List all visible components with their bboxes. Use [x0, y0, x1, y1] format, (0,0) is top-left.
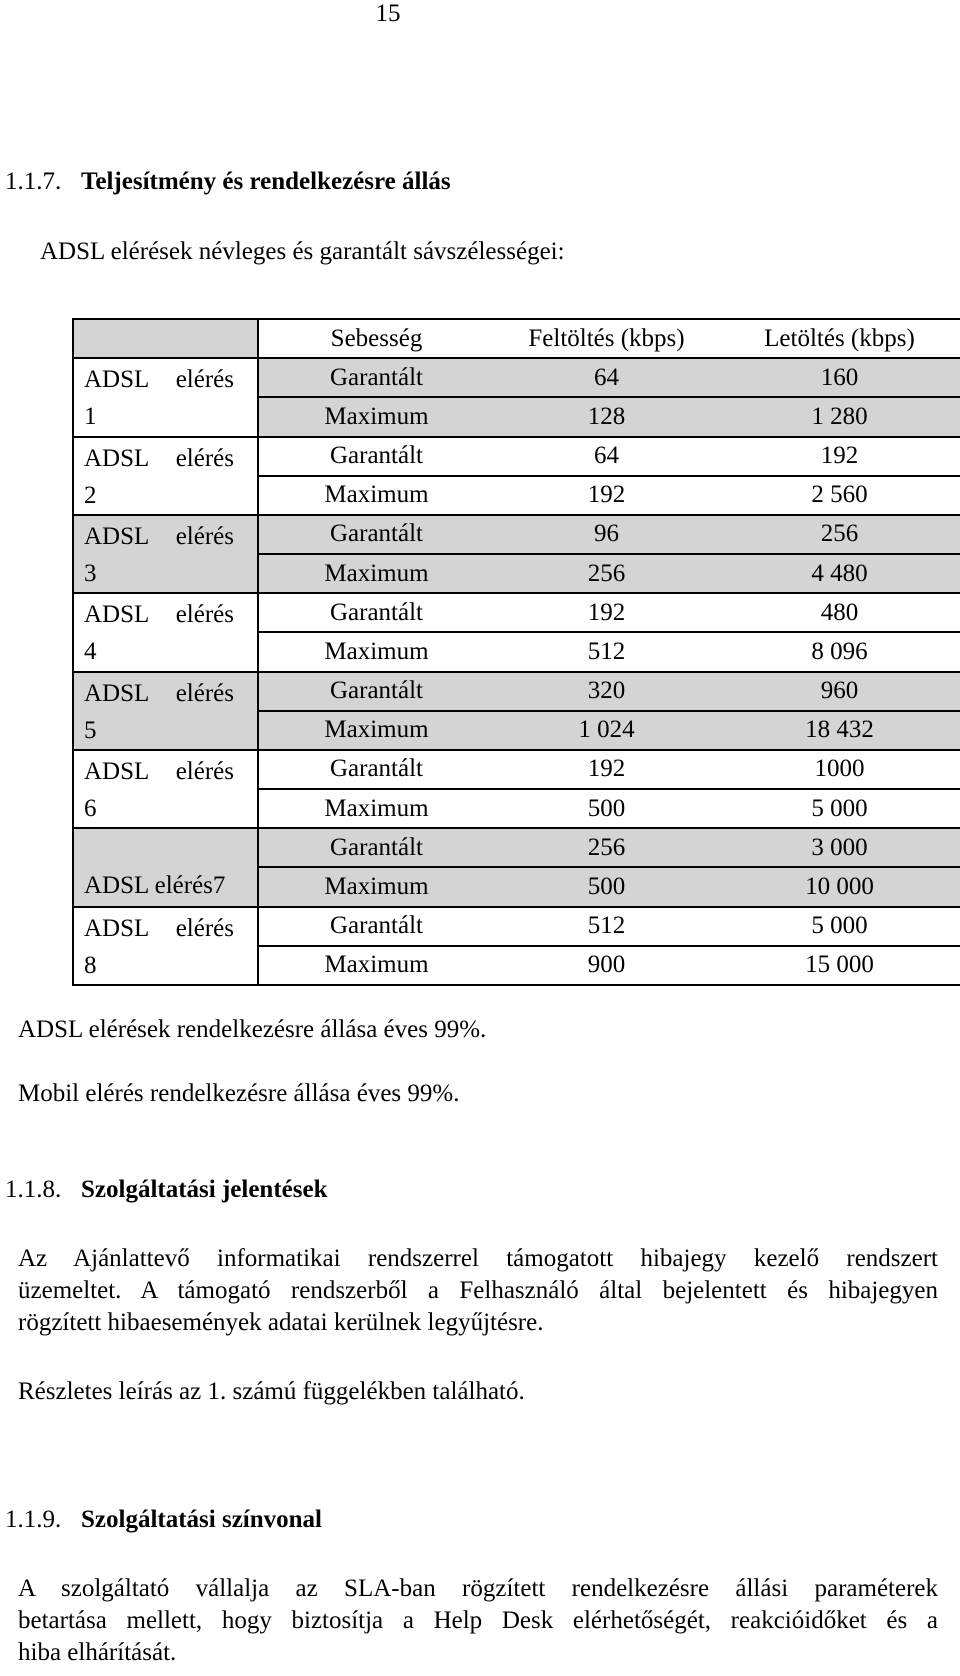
- group-label-5: [73, 672, 258, 750]
- table-row: [73, 750, 960, 789]
- download-cell: 10 000: [719, 867, 960, 906]
- download-cell: 1 280: [719, 397, 960, 436]
- speed-type-cell: Maximum: [258, 554, 494, 593]
- upload-cell: 192: [494, 476, 719, 515]
- section-title: Szolgáltatási színvonal: [81, 1506, 322, 1533]
- paragraph-line: Az Ajánlattevő informatikai rendszerrel támogatott hibajegy kezelő rendszert: [18, 1245, 938, 1272]
- download-cell: 4 480: [719, 554, 960, 593]
- group-label-4: [73, 593, 258, 671]
- paragraph-line: A szolgáltató vállalja az SLA-ban rögzített rendelkezésre állási paraméterek: [18, 1575, 938, 1602]
- speed-type-cell: Maximum: [258, 397, 494, 436]
- upload-cell: 128: [494, 397, 719, 436]
- download-cell: 960: [719, 672, 960, 711]
- download-cell: 15 000: [719, 946, 960, 985]
- page-number: 15: [375, 0, 401, 27]
- upload-cell: 64: [494, 358, 719, 397]
- download-cell: 2 560: [719, 476, 960, 515]
- table-row: [73, 515, 960, 554]
- group-label-1: [73, 358, 258, 436]
- download-cell: 256: [719, 515, 960, 554]
- upload-cell: 1 024: [494, 711, 719, 750]
- download-cell: 160: [719, 358, 960, 397]
- label-part: elérés: [175, 522, 234, 550]
- paragraph-line: üzemeltet. A támogató rendszerből a Felhasználó által bejelentett és hibajegyen: [18, 1277, 938, 1304]
- reporting-paragraph: [18, 1243, 938, 1339]
- section-heading-1-1-7: [5, 168, 451, 196]
- download-cell: 192: [719, 437, 960, 476]
- label-part: elérés: [175, 914, 234, 942]
- speed-type-cell: Garantált: [258, 358, 494, 397]
- speed-type-cell: Garantált: [258, 828, 494, 867]
- speed-type-cell: Garantált: [329, 755, 423, 783]
- upload-cell: 512: [587, 912, 626, 940]
- appendix-reference: Részletes leírás az 1. számú függelékben található.: [18, 1378, 525, 1405]
- label-part: elérés: [175, 444, 234, 472]
- upload-cell: 500: [494, 867, 719, 906]
- group-label-6: [73, 750, 258, 828]
- upload-cell: 500: [494, 789, 719, 828]
- header-empty-cell: [73, 319, 258, 358]
- group-label-8: [73, 907, 258, 985]
- speed-type-cell: Garantált: [258, 515, 494, 554]
- upload-cell: 512: [494, 632, 719, 671]
- label-part: 8: [84, 951, 97, 979]
- label-part: elérés: [175, 366, 234, 394]
- speed-type-cell: Garantált: [329, 442, 423, 470]
- adsl-availability-text: ADSL elérések rendelkezésre állása éves 99%.: [18, 1016, 487, 1043]
- label-part: elérés: [175, 679, 234, 707]
- speed-type-cell: Garantált: [329, 598, 423, 626]
- section-title: Teljesítmény és rendelkezésre állás: [81, 168, 451, 195]
- upload-cell: 192: [587, 755, 626, 783]
- upload-cell: 900: [494, 946, 719, 985]
- label-part: ADSL: [84, 601, 150, 629]
- group-label-3: [73, 515, 258, 593]
- table-row: [73, 437, 960, 476]
- label-part: ADSL: [84, 522, 150, 550]
- label-part: ADSL: [84, 366, 150, 394]
- section-title: Szolgáltatási jelentések: [81, 1176, 328, 1203]
- upload-cell: 256: [494, 828, 719, 867]
- paragraph-line: rögzített hibaesemények adatai kerülnek legyűjtésre.: [18, 1309, 544, 1336]
- label-part: ADSL: [84, 914, 150, 942]
- section-number: 1.1.9.: [5, 1506, 62, 1533]
- header-speed: Sebesség: [258, 319, 494, 358]
- label-part: 4: [84, 638, 97, 666]
- service-level-paragraph: [18, 1573, 938, 1669]
- speed-type-cell: Maximum: [258, 711, 494, 750]
- upload-cell: 192: [587, 598, 626, 626]
- upload-cell: 256: [494, 554, 719, 593]
- section-number: 1.1.7.: [5, 168, 62, 195]
- label-part: ADSL elérés7: [84, 871, 226, 899]
- group-label-7: [73, 828, 258, 906]
- speed-type-cell: Garantált: [258, 672, 494, 711]
- table-intro: ADSL elérések névleges és garantált sávszélességei:: [40, 238, 565, 265]
- speed-type-cell: Maximum: [258, 946, 494, 985]
- label-part: ADSL: [84, 444, 150, 472]
- section-heading-1-1-9: [5, 1506, 322, 1534]
- label-part: 6: [84, 794, 97, 822]
- label-part: 5: [84, 716, 97, 744]
- paragraph-line: hiba elhárítását.: [18, 1639, 177, 1666]
- download-cell: 3 000: [719, 828, 960, 867]
- speed-type-cell: Maximum: [258, 476, 494, 515]
- speed-type-cell: Garantált: [329, 912, 423, 940]
- label-part: elérés: [175, 601, 234, 629]
- download-cell: 18 432: [719, 711, 960, 750]
- header-upload: Feltöltés (kbps): [494, 319, 719, 358]
- speed-type-cell: Maximum: [258, 789, 494, 828]
- table-row: [73, 907, 960, 946]
- adsl-bandwidth-table: [72, 318, 960, 986]
- upload-cell: 320: [494, 672, 719, 711]
- download-cell: 5 000: [719, 789, 960, 828]
- label-part: 1: [84, 403, 97, 431]
- table-row: [73, 672, 960, 711]
- mobil-availability-text: Mobil elérés rendelkezésre állása éves 99%.: [18, 1080, 460, 1107]
- table-header-row: [73, 319, 960, 358]
- download-cell: 480: [719, 593, 960, 632]
- upload-cell: 64: [594, 442, 619, 470]
- upload-cell: 96: [494, 515, 719, 554]
- label-part: ADSL: [84, 679, 150, 707]
- group-label-2: [73, 437, 258, 515]
- section-heading-1-1-8: [5, 1176, 327, 1204]
- label-part: elérés: [175, 757, 234, 785]
- label-part: 3: [84, 559, 97, 587]
- download-cell: 5 000: [719, 907, 960, 946]
- speed-type-cell: Maximum: [258, 867, 494, 906]
- download-cell: 1000: [719, 750, 960, 789]
- table-row: [73, 593, 960, 632]
- paragraph-line: betartása mellett, hogy biztosítja a Help Desk elérhetőségét, reakcióidőket és a: [18, 1607, 938, 1634]
- label-part: 2: [84, 481, 97, 509]
- table-row: [73, 828, 960, 867]
- table-row: [73, 358, 960, 397]
- speed-type-cell: Maximum: [258, 632, 494, 671]
- header-download: Letöltés (kbps): [719, 319, 960, 358]
- label-part: ADSL: [84, 757, 150, 785]
- download-cell: 8 096: [719, 632, 960, 671]
- section-number: 1.1.8.: [5, 1176, 62, 1203]
